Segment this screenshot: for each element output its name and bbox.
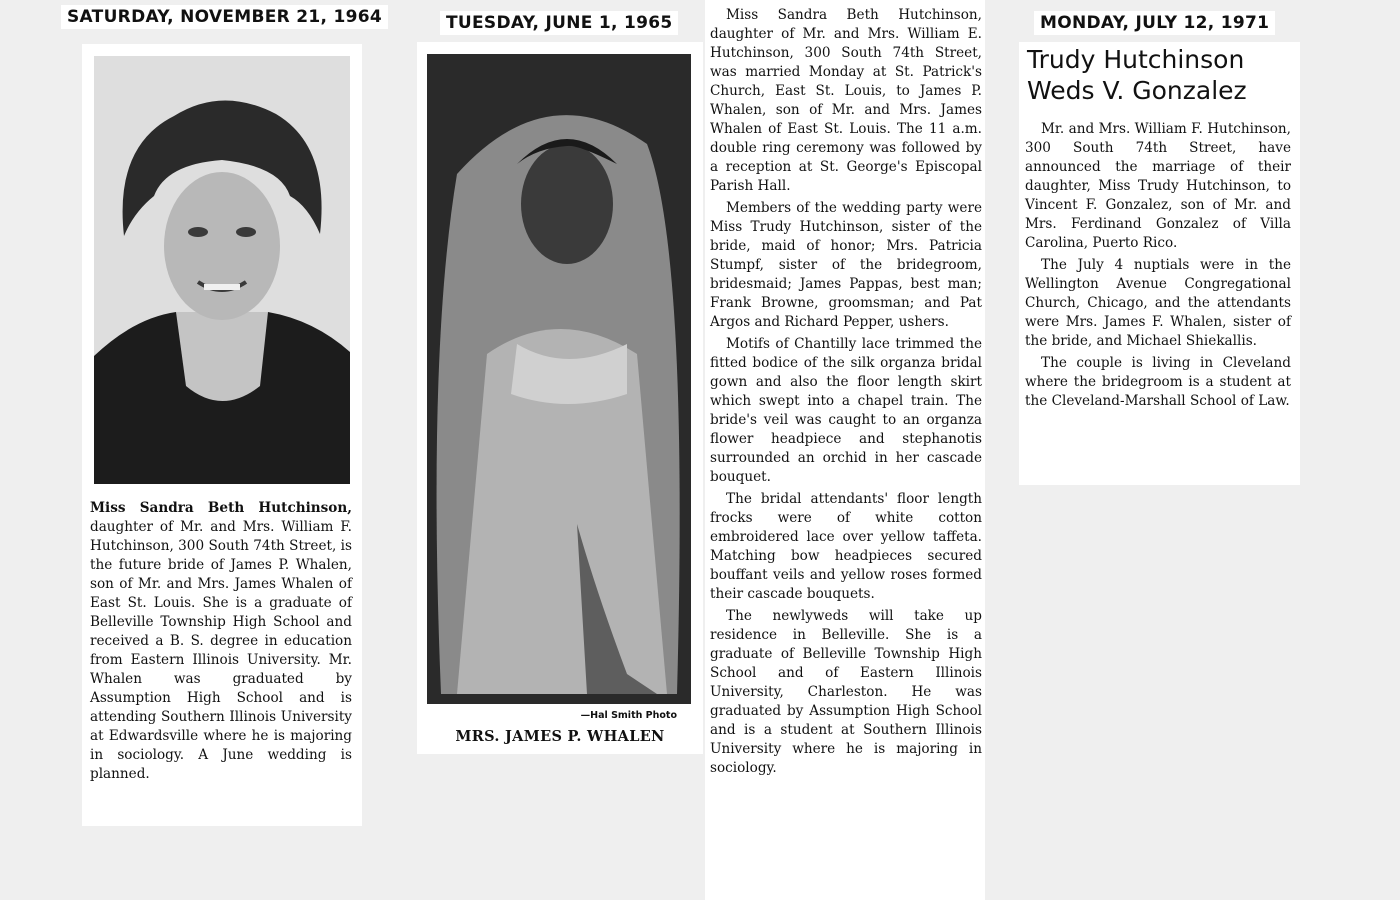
engagement-text [90,499,352,787]
wedding-1971-text [1025,120,1291,414]
wedding-1971-paragraph: Mr. and Mrs. William F. Hutchinson, 300 South 74th Street, have announced the marriage of their daughter, Miss Trudy Hutchinson, to Vincent F. Gonzalez, son of Mr. and Mrs. Ferdinand Gonzalez of Villa Carolina, Puerto Rico. [1025,121,1291,251]
dateline-1964: SATURDAY, NOVEMBER 21, 1964 [61,5,388,29]
headline-line-1: Trudy Hutchinson [1027,45,1245,74]
headline-line-2: Weds V. Gonzalez [1027,76,1247,105]
clipping-wedding-text-1965 [705,0,985,900]
engagement-body: daughter of Mr. and Mrs. William F. Hutchinson, 300 South 74th Street, is the future bride of James P. Whalen, son of Mr. and Mrs. James Whalen of East St. Louis. She is a graduate of Belleville Township High School and received a B. S. degree in education from Eastern Illinois University. Mr. Whalen was graduated by Assumption High School and is attending Southern Illinois University at Edwardsville where he is majoring in sociology. A June wedding is planned. [90,519,352,782]
dateline-1971: MONDAY, JULY 12, 1971 [1034,11,1275,35]
photo-caption: MRS. JAMES P. WHALEN [455,728,665,745]
headline-1971 [1027,44,1297,106]
wedding-paragraph: Motifs of Chantilly lace trimmed the fitted bodice of the silk organza bridal gown and also the floor length skirt which swept into a chapel train. The bride's veil was caught to an organza flower headpiece and stephanotis surrounded an orchid in her cascade bouquet. [710,336,982,485]
wedding-text [710,6,982,781]
bridal-image [427,54,691,704]
engagement-name-lead: Miss Sandra Beth Hutchinson, [90,500,352,516]
wedding-paragraph: The newlyweds will take up residence in Belleville. She is a graduate of Belleville Township High School and of Eastern Illinois University, Charleston. He was graduated by Assumption High School and is a student at Southern Illinois University where he is majoring in sociology. [710,608,982,776]
wedding-1971-paragraph: The couple is living in Cleveland where the bridegroom is a student at the Cleveland-Marshall School of Law. [1025,355,1291,409]
dateline-1965: TUESDAY, JUNE 1, 1965 [440,11,678,35]
wedding-1971-paragraph: The July 4 nuptials were in the Wellington Avenue Congregational Church, Chicago, and the attendants were Mrs. James F. Whalen, sister of the bride, and Michael Shiekallis. [1025,257,1291,349]
wedding-paragraph: Miss Sandra Beth Hutchinson, daughter of Mr. and Mrs. William E. Hutchinson, 300 South 74th Street, was married Monday at St. Patrick's Church, East St. Louis, to James P. Whalen, son of Mr. and Mrs. James Whalen of East St. Louis. The 11 a.m. double ring ceremony was followed by a reception at St. George's Episcopal Parish Hall. [710,7,982,194]
portrait-image [94,56,350,484]
portrait-photo-sandra [94,56,350,484]
photo-credit: —Hal Smith Photo [580,710,677,721]
bridal-photo [427,54,691,704]
clipping-wedding-photo-1965 [417,42,703,754]
clipping-engagement-1964 [82,44,362,826]
clipping-wedding-1971 [1019,42,1300,485]
wedding-paragraph: Members of the wedding party were Miss Trudy Hutchinson, sister of the bride, maid of honor; Mrs. Patricia Stumpf, sister of the bridegroom, bridesmaid; James Pappas, best man; Frank Browne, groomsman; and Pat Argos and Richard Pepper, ushers. [710,200,982,330]
wedding-paragraph: The bridal attendants' floor length frocks were of white cotton embroidered lace over yellow taffeta. Matching bow headpieces secured bouffant veils and yellow roses formed their cascade bouquets. [710,491,982,602]
